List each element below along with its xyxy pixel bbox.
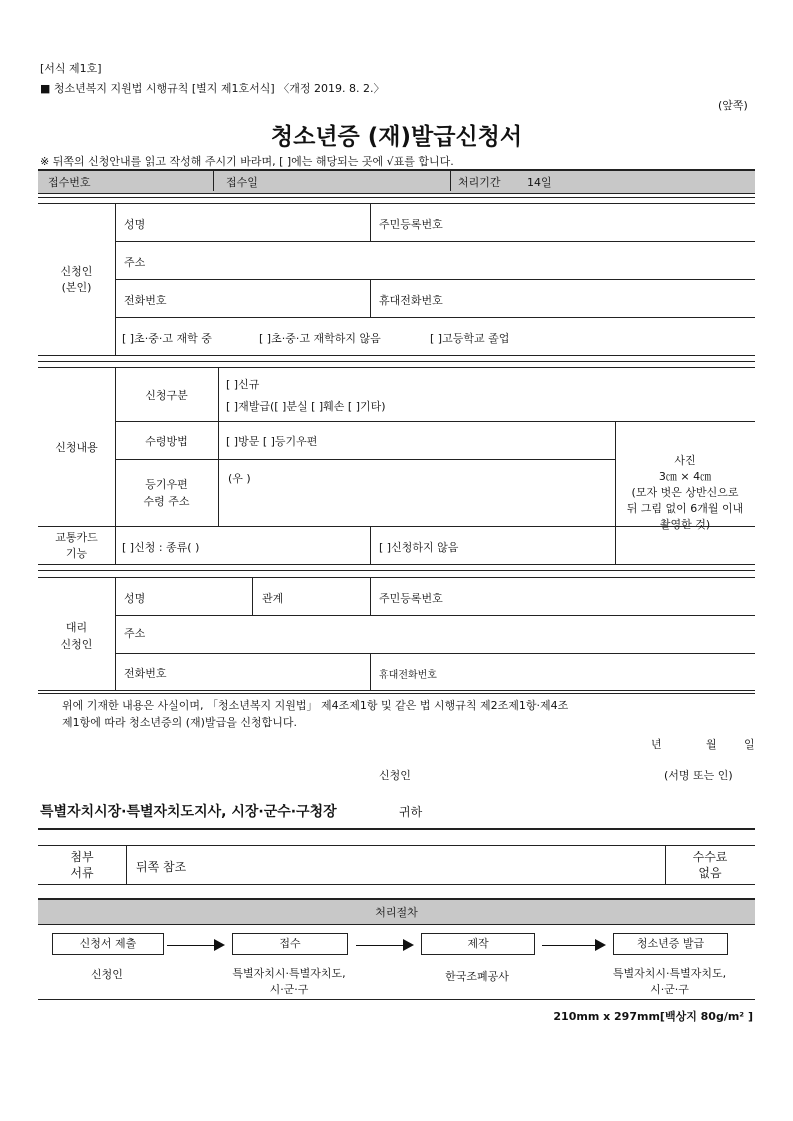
photo-box[interactable]: 사진 3㎝ × 4㎝ (모자 벗은 상반신으로 뒤 그림 없이 6개월 이내 촬영한 것) [626,454,744,531]
proxy-phone-label: 전화번호 [124,667,167,680]
type-new-checkbox[interactable]: [ ]신규 [226,378,260,391]
page-side: (앞쪽) [718,99,748,112]
procedure-title: 처리절차 [375,906,418,919]
proxy-section-label: 대리 신청인 [60,621,93,651]
arrow-icon [542,945,604,946]
applicant-mobile-label: 휴대전화번호 [379,294,443,307]
arrow-icon [167,945,223,946]
applicant-section-label: 신청인 (본인) [60,265,93,294]
proxy-mobile-label: 휴대전화번호 [379,670,437,681]
date-day: 일 [744,738,755,751]
applicant-signature-label: 신청인 [379,769,411,782]
date-year: 년 [651,738,662,751]
status-not-enrolled-checkbox[interactable]: [ ]초·중·고 재학하지 않음 [259,332,381,345]
transport-card-label: 교통카드 기능 [55,531,98,560]
arrow-icon [356,945,412,946]
form-number: [서식 제1호] [40,62,102,75]
addressee: 특별자치시장·특별자치도지사, 시장·군수·구청장 [40,804,337,820]
paper-spec: 210mm x 297mm[백상지 80g/m² ] [553,1010,753,1023]
transport-none-checkbox[interactable]: [ ]신청하지 않음 [379,541,459,554]
step-produce: 제작 [421,933,535,955]
processing-days: 14일 [527,176,552,189]
step-issue: 청소년증 발급 [613,933,728,955]
declaration-line-2: 제1항에 따라 청소년증의 (재)발급을 신청합니다. [62,716,297,729]
fee-label: 수수료 없음 [692,850,728,880]
applicant-address-label: 주소 [124,256,146,269]
type-reissue-checkbox[interactable]: [ ]재발급([ ]분실 [ ]훼손 [ ]기타) [226,400,386,413]
request-type-label: 신청구분 [145,389,188,402]
receive-method-options[interactable]: [ ]방문 [ ]등기우편 [226,435,318,448]
proxy-name-label: 성명 [124,592,146,605]
receipt-number-label: 접수번호 [48,176,91,189]
actor-local-gov-issue: 특별자치시·특별자치도, 시·군·구 [612,967,727,996]
attachment-label: 첨부 서류 [70,850,94,880]
signature-field[interactable]: (서명 또는 인) [664,769,733,782]
applicant-rrn-label: 주민등록번호 [379,218,443,231]
actor-applicant: 신청인 [91,968,123,981]
processing-period-label: 처리기간 [458,176,501,189]
date-month: 월 [706,738,717,751]
law-reference: ■ 청소년복지 지원법 시행규칙 [별지 제1호서식] 〈개정 2019. 8. 2.〉 [40,82,385,95]
receive-method-label: 수령방법 [145,435,188,448]
request-section-label: 신청내용 [55,441,98,454]
proxy-address-label: 주소 [124,627,146,640]
step-submit: 신청서 제출 [52,933,164,955]
applicant-phone-label: 전화번호 [124,294,167,307]
mail-zip-field[interactable]: (우 ) [228,472,251,485]
honorific: 귀하 [399,805,423,819]
notice: ※ 뒤쪽의 신청안내를 읽고 작성해 주시기 바라며, [ ]에는 해당되는 곳에 √표를 합니다. [40,155,454,168]
declaration-line-1: 위에 기재한 내용은 사실이며, 「청소년복지 지원법」 제4조제1항 및 같은 법 시행규칙 제2조제1항·제4조 [62,699,569,712]
mail-address-label: 등기우편 수령 주소 [143,478,190,508]
proxy-rrn-label: 주민등록번호 [379,592,443,605]
proxy-relation-label: 관계 [262,592,284,605]
status-graduated-checkbox[interactable]: [ ]고등학교 졸업 [430,332,510,345]
page-title: 청소년증 (재)발급신청서 [270,124,523,150]
applicant-name-label: 성명 [124,218,146,231]
status-enrolled-checkbox[interactable]: [ ]초·중·고 재학 중 [122,332,212,345]
actor-mint: 한국조폐공사 [445,970,509,983]
receipt-bar [38,169,755,194]
receipt-date-label: 접수일 [226,176,258,189]
attachment-content: 뒤쪽 참조 [136,860,187,874]
transport-apply-checkbox[interactable]: [ ]신청 : 종류( ) [122,541,200,554]
actor-local-gov: 특별자치시·특별자치도, 시·군·구 [232,967,346,996]
step-receive: 접수 [232,933,348,955]
